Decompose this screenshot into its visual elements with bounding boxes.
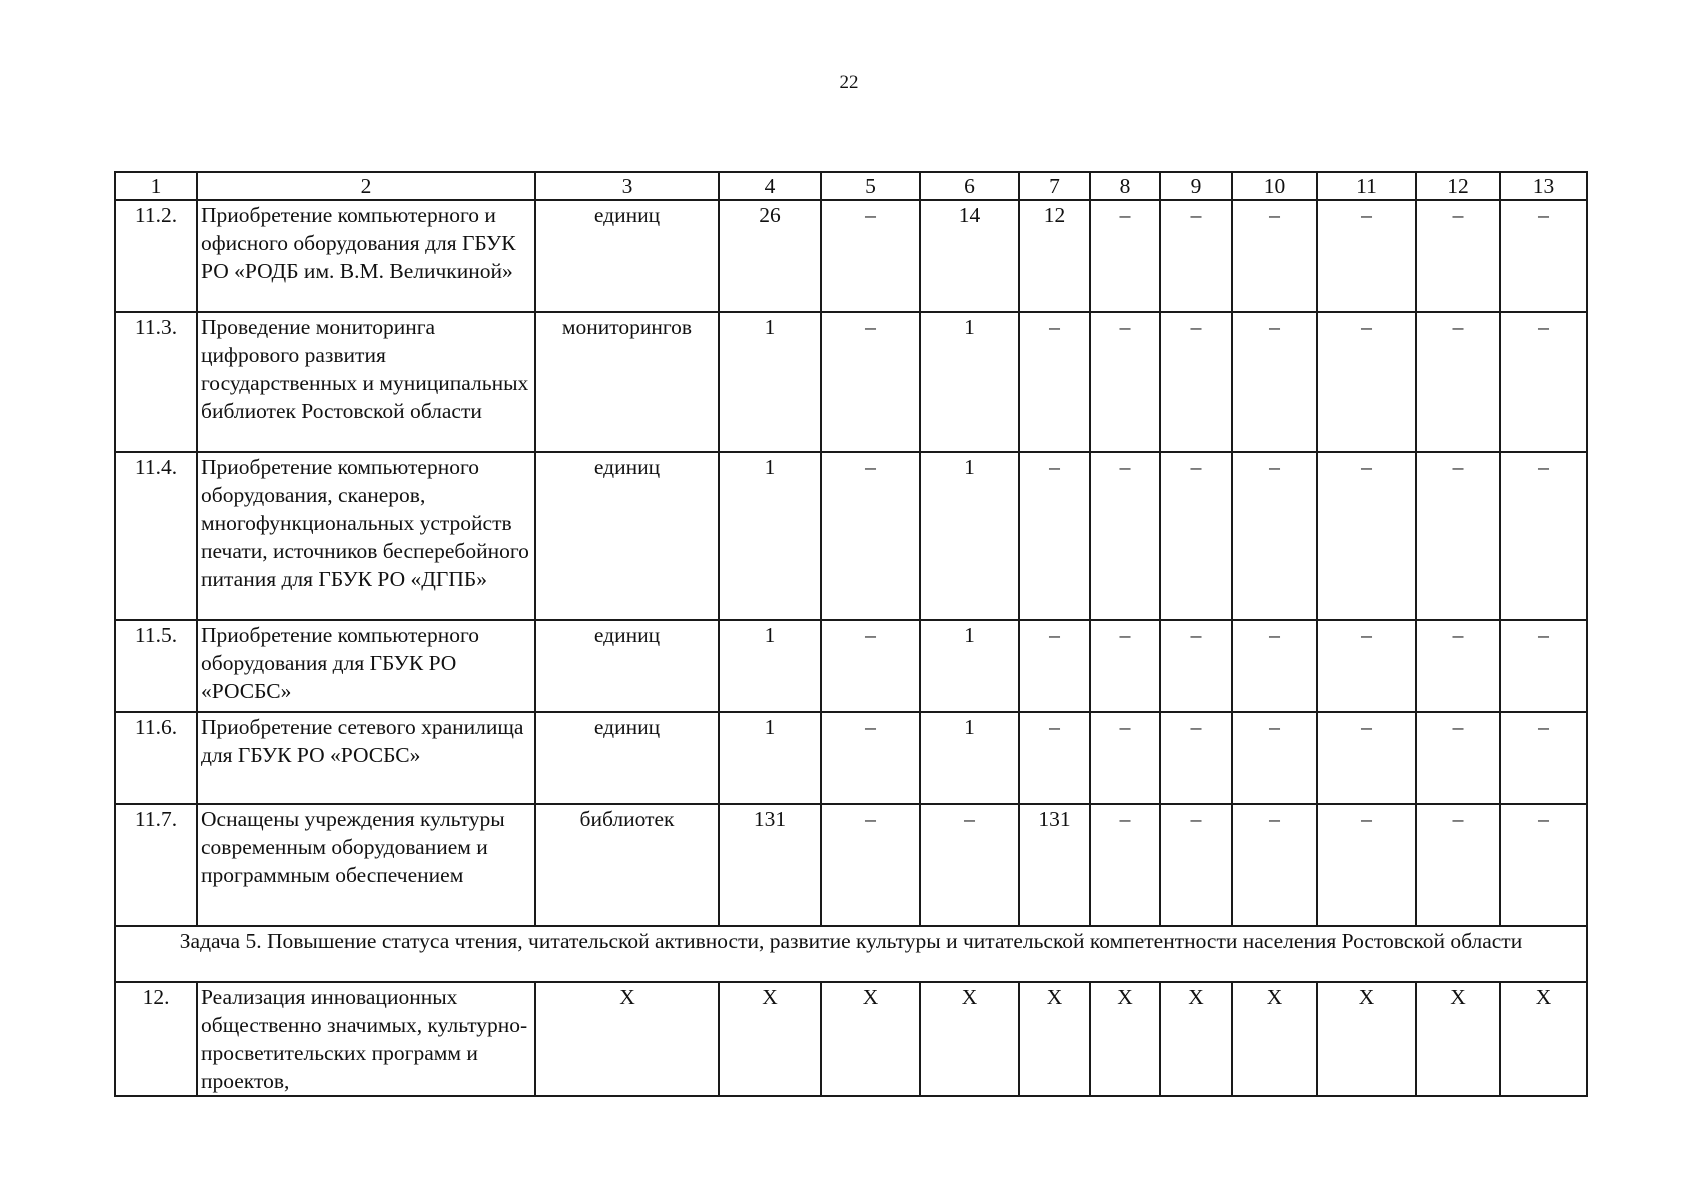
row-number: 11.2.: [115, 200, 197, 312]
column-header: 2: [197, 172, 535, 200]
table-row: [115, 620, 1587, 712]
row-value: –: [1500, 312, 1587, 452]
row-value: 12: [1019, 200, 1090, 312]
table-row: [115, 982, 1587, 1096]
row-value: –: [1500, 620, 1587, 712]
row-value: Х: [920, 982, 1019, 1096]
row-value: 1: [719, 620, 821, 712]
row-value: –: [1416, 452, 1500, 620]
row-value: 1: [719, 452, 821, 620]
row-unit: Х: [535, 982, 719, 1096]
table-row: [115, 804, 1587, 926]
row-value: Х: [1232, 982, 1317, 1096]
row-value: –: [1232, 620, 1317, 712]
row-value: –: [1232, 804, 1317, 926]
row-value: –: [1500, 200, 1587, 312]
row-value: Х: [1090, 982, 1160, 1096]
row-value: –: [1090, 712, 1160, 804]
row-value: Х: [1416, 982, 1500, 1096]
row-value: –: [1416, 200, 1500, 312]
row-number: 11.5.: [115, 620, 197, 712]
row-value: –: [1232, 712, 1317, 804]
row-value: –: [1160, 620, 1232, 712]
row-value: –: [1232, 452, 1317, 620]
row-value: Х: [719, 982, 821, 1096]
row-value: –: [1232, 312, 1317, 452]
column-header: 9: [1160, 172, 1232, 200]
row-value: –: [1160, 312, 1232, 452]
row-number: 12.: [115, 982, 197, 1096]
column-header: 12: [1416, 172, 1500, 200]
row-value: –: [1090, 620, 1160, 712]
row-value: 1: [920, 312, 1019, 452]
row-value: –: [1090, 452, 1160, 620]
row-value: Х: [821, 982, 920, 1096]
row-unit: мониторингов: [535, 312, 719, 452]
row-value: 1: [920, 620, 1019, 712]
row-value: –: [1019, 712, 1090, 804]
row-number: 11.3.: [115, 312, 197, 452]
column-header: 7: [1019, 172, 1090, 200]
row-value: 1: [719, 312, 821, 452]
column-header: 6: [920, 172, 1019, 200]
row-value: –: [1317, 312, 1416, 452]
row-value: –: [1160, 452, 1232, 620]
row-value: –: [1019, 452, 1090, 620]
column-header: 1: [115, 172, 197, 200]
row-name: Приобретение компьютерного и офисного оборудования для ГБУК РО «РОДБ им. В.М. Величкиной»: [197, 200, 535, 312]
column-header: 10: [1232, 172, 1317, 200]
row-value: –: [1090, 312, 1160, 452]
row-value: 26: [719, 200, 821, 312]
row-value: 131: [1019, 804, 1090, 926]
table-row: [115, 452, 1587, 620]
row-name: Приобретение сетевого хранилища для ГБУК РО «РОСБС»: [197, 712, 535, 804]
table-header-row: [115, 172, 1587, 200]
row-value: Х: [1160, 982, 1232, 1096]
row-value: 14: [920, 200, 1019, 312]
row-value: –: [1317, 452, 1416, 620]
table-row: [115, 712, 1587, 804]
row-value: –: [1019, 312, 1090, 452]
column-header: 11: [1317, 172, 1416, 200]
row-value: –: [821, 804, 920, 926]
row-name: Приобретение компьютерного оборудования для ГБУК РО «РОСБС»: [197, 620, 535, 712]
row-unit: библиотек: [535, 804, 719, 926]
row-number: 11.6.: [115, 712, 197, 804]
row-number: 11.4.: [115, 452, 197, 620]
row-unit: единиц: [535, 200, 719, 312]
row-value: –: [821, 620, 920, 712]
row-value: –: [1416, 312, 1500, 452]
row-value: 131: [719, 804, 821, 926]
row-value: Х: [1500, 982, 1587, 1096]
row-value: –: [1317, 620, 1416, 712]
column-header: 5: [821, 172, 920, 200]
row-unit: единиц: [535, 452, 719, 620]
row-value: –: [1090, 200, 1160, 312]
row-value: Х: [1317, 982, 1416, 1096]
row-value: –: [1317, 804, 1416, 926]
row-name: Приобретение компьютерного оборудования, сканеров, многофункциональных устройств печати, источников бесперебойного питания для ГБУК РО «ДГПБ»: [197, 452, 535, 620]
row-unit: единиц: [535, 712, 719, 804]
row-name: Оснащены учреждения культуры современным оборудованием и программным обеспечением: [197, 804, 535, 926]
row-value: –: [1317, 712, 1416, 804]
row-value: –: [1160, 200, 1232, 312]
column-header: 13: [1500, 172, 1587, 200]
row-value: –: [920, 804, 1019, 926]
row-value: –: [1090, 804, 1160, 926]
row-value: –: [1416, 620, 1500, 712]
data-table: [114, 171, 1588, 1097]
task-row: [115, 926, 1587, 982]
row-value: –: [1160, 804, 1232, 926]
row-value: 1: [920, 712, 1019, 804]
row-value: –: [1416, 712, 1500, 804]
row-value: –: [1500, 452, 1587, 620]
row-value: –: [1416, 804, 1500, 926]
row-value: –: [821, 712, 920, 804]
row-unit: единиц: [535, 620, 719, 712]
column-header: 3: [535, 172, 719, 200]
row-value: 1: [719, 712, 821, 804]
row-value: 1: [920, 452, 1019, 620]
page-number: 22: [839, 72, 859, 93]
table-row: [115, 200, 1587, 312]
row-value: –: [1500, 712, 1587, 804]
row-value: –: [1019, 620, 1090, 712]
column-header: 8: [1090, 172, 1160, 200]
row-value: Х: [1019, 982, 1090, 1096]
row-value: –: [1500, 804, 1587, 926]
task-heading: Задача 5. Повышение статуса чтения, читательской активности, развитие культуры и читательской компетентности населения Ростовской области: [115, 926, 1587, 982]
row-value: –: [821, 200, 920, 312]
row-name: Реализация инновационных общественно значимых, культурно-просветительских программ и проектов,: [197, 982, 535, 1096]
row-value: –: [821, 452, 920, 620]
row-value: –: [821, 312, 920, 452]
row-value: –: [1317, 200, 1416, 312]
row-name: Проведение мониторинга цифрового развития государственных и муниципальных библиотек Ростовской области: [197, 312, 535, 452]
row-value: –: [1160, 712, 1232, 804]
row-number: 11.7.: [115, 804, 197, 926]
table-row: [115, 312, 1587, 452]
column-header: 4: [719, 172, 821, 200]
row-value: –: [1232, 200, 1317, 312]
